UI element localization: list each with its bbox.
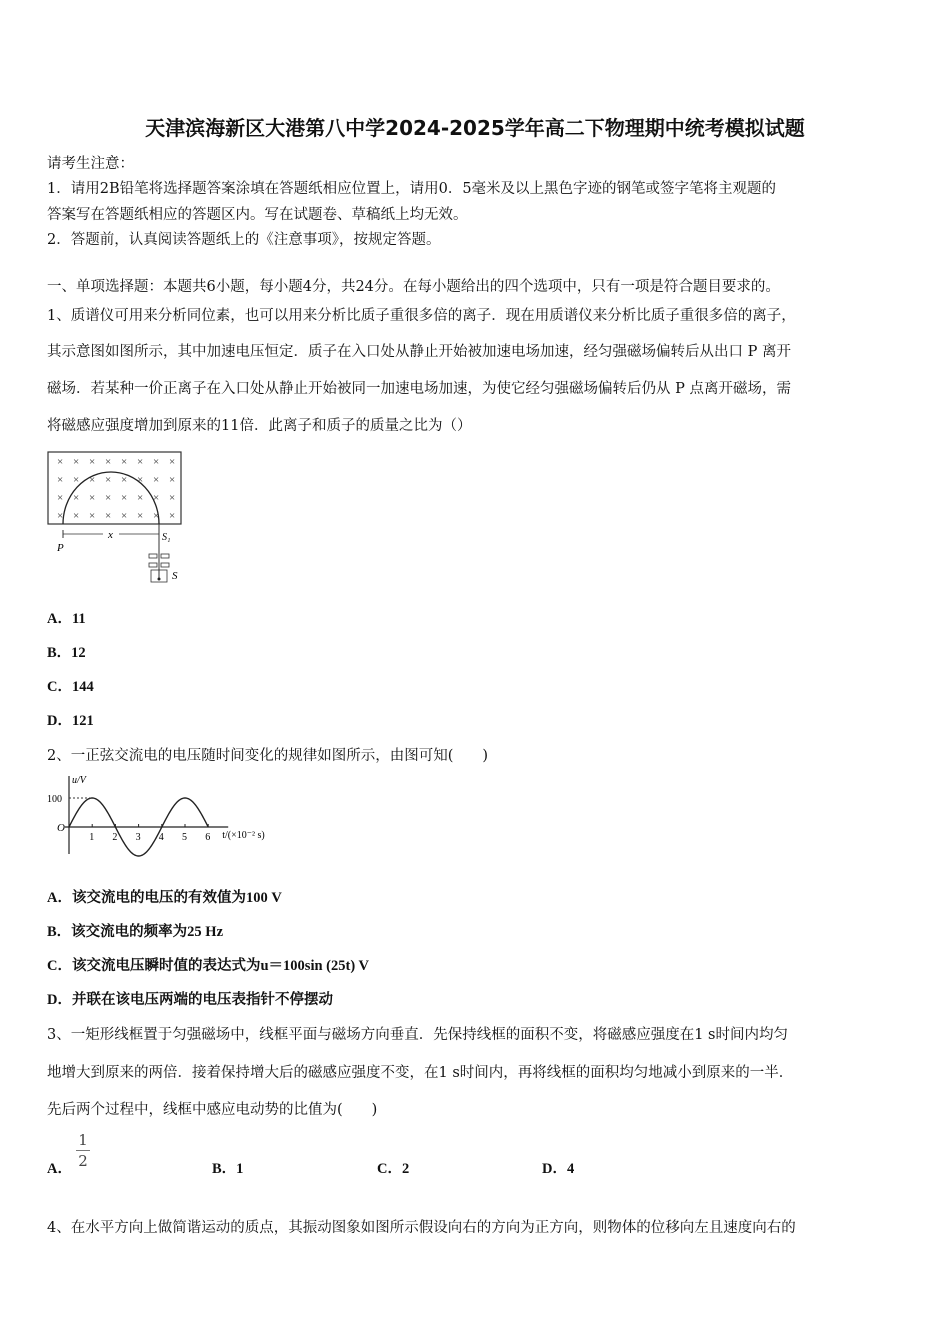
option-text: 144	[71, 679, 94, 695]
option-label: B．	[47, 924, 72, 940]
x-tick-label: 3	[135, 832, 141, 843]
magnetic-field-mark: ×	[153, 510, 160, 522]
mass-spectrometer-figure	[45, 448, 195, 590]
sine-voltage-chart	[45, 772, 295, 862]
magnetic-field-mark: ×	[73, 474, 80, 486]
fraction-numerator: 1	[78, 1131, 88, 1149]
option-label: C．	[47, 679, 72, 695]
option-label: A．	[47, 611, 72, 627]
q3-line-3: 先后两个过程中，线框中感应电动势的比值为( )	[47, 1102, 378, 1118]
magnetic-field-mark: ×	[57, 456, 64, 468]
notice-line-1: 1．请用2B铅笔将选择题答案涂填在答题纸相应位置上，请用0．5毫米及以上黑色字迹的钢笔或签字笔将主观题的	[47, 181, 777, 197]
fig1-label-s: S	[172, 570, 178, 582]
option-text: 121	[71, 713, 94, 729]
magnetic-field-mark: ×	[169, 456, 176, 468]
option-text: 12	[71, 645, 86, 661]
option-label: C．	[377, 1161, 402, 1177]
q2-option-c[interactable]	[47, 954, 369, 975]
magnetic-field-mark: ×	[169, 474, 176, 486]
magnetic-field-mark: ×	[137, 510, 144, 522]
fraction-denominator: 2	[78, 1152, 88, 1170]
magnetic-field-mark: ×	[105, 456, 112, 468]
magnetic-field-mark: ×	[89, 492, 96, 504]
q1-line-3: 磁场．若某种一价正离子在入口处从静止开始被同一加速电场加速，为使它经匀强磁场偏转后仍从 P 点离开磁场，需	[47, 381, 791, 397]
x-tick-label: 6	[205, 832, 211, 843]
option-text: 该交流电压瞬时值的表达式为u＝100sin (25t) V	[71, 958, 369, 974]
option-text: 并联在该电压两端的电压表指针不停摆动	[71, 992, 333, 1008]
x-tick-label: 1	[89, 832, 95, 843]
q2-option-b[interactable]	[47, 920, 223, 941]
q2-option-d[interactable]	[47, 988, 333, 1009]
magnetic-field-mark: ×	[89, 474, 96, 486]
fig1-label-s1: S₁	[162, 532, 171, 543]
notice-line-2: 2．答题前，认真阅读答题纸上的《注意事项》，按规定答题。	[47, 232, 441, 248]
q3-option-d[interactable]	[542, 1157, 574, 1178]
magnetic-field-mark: ×	[105, 510, 112, 522]
magnetic-field-mark: ×	[121, 474, 128, 486]
q1-option-b[interactable]	[47, 641, 86, 662]
x-axis-label: t/(×10⁻² s)	[222, 830, 265, 841]
q1-option-a[interactable]	[47, 607, 86, 628]
q3-option-b[interactable]	[212, 1157, 243, 1178]
magnetic-field-mark: ×	[73, 510, 80, 522]
magnetic-field-mark: ×	[121, 510, 128, 522]
magnetic-field-mark: ×	[153, 456, 160, 468]
q3-line-2: 地增大到原来的两倍．接着保持增大后的磁感应强度不变，在1 s时间内，再将线框的面积均匀地减小到原来的一半．	[47, 1065, 794, 1081]
magnetic-field-mark: ×	[169, 510, 176, 522]
q1-option-c[interactable]	[47, 675, 94, 696]
magnetic-field-mark: ×	[137, 492, 144, 504]
q4-line-1: 4、在水平方向上做简谐运动的质点，其振动图象如图所示假设向右的方向为正方向，则物体的位移向左且速度向右的	[47, 1220, 796, 1236]
magnetic-field-mark: ×	[137, 474, 144, 486]
notice-heading: 请考生注意：	[47, 156, 134, 172]
option-label: D．	[47, 992, 72, 1008]
magnetic-field-mark: ×	[105, 474, 112, 486]
option-text: 该交流电的电压的有效值为100 V	[71, 890, 282, 906]
q1-line-2: 其示意图如图所示，其中加速电压恒定．质子在入口处从静止开始被加速电场加速，经匀强磁场偏转后从出口 P 离开	[47, 344, 791, 360]
x-tick-label: 5	[182, 832, 187, 843]
option-label: B．	[47, 645, 72, 661]
x-tick-label: 2	[112, 832, 118, 843]
option-label: D．	[542, 1161, 567, 1177]
magnetic-field-mark: ×	[121, 456, 128, 468]
q1-line-4: 将磁感应强度增加到原来的11倍．此离子和质子的质量之比为（）	[47, 418, 472, 434]
fig1-label-p: P	[57, 542, 64, 554]
origin-label: O	[57, 822, 65, 834]
q1-option-d[interactable]	[47, 709, 94, 730]
notice-line-1b: 答案写在答题纸相应的答题区内。写在试题卷、草稿纸上均无效。	[47, 207, 468, 223]
option-text: 4	[566, 1161, 575, 1177]
q2-option-a[interactable]	[47, 886, 282, 907]
y-axis-label: u/V	[72, 775, 86, 786]
q3-option-c[interactable]	[377, 1157, 409, 1178]
fraction-bar	[76, 1150, 90, 1151]
magnetic-field-mark: ×	[57, 492, 64, 504]
magnetic-field-mark: ×	[89, 456, 96, 468]
magnetic-field-mark: ×	[153, 492, 160, 504]
q3-option-a[interactable]	[47, 1157, 72, 1178]
magnetic-field-mark: ×	[57, 474, 64, 486]
fig1-label-x: x	[108, 529, 113, 541]
option-text: 该交流电的频率为25 Hz	[71, 924, 224, 940]
option-text: 2	[401, 1161, 410, 1177]
option-label: B．	[212, 1161, 237, 1177]
y-tick-label: 100	[47, 794, 62, 805]
option-label: D．	[47, 713, 72, 729]
page-title: 天津滨海新区大港第八中学2024-2025学年高二下物理期中统考模拟试题	[145, 116, 805, 140]
option-label: A．	[47, 1161, 72, 1177]
option-text: 11	[71, 611, 86, 627]
q3-line-1: 3、一矩形线框置于匀强磁场中，线框平面与磁场方向垂直．先保持线框的面积不变，将磁感应强度在1 s时间内均匀	[47, 1027, 788, 1043]
magnetic-field-mark: ×	[121, 492, 128, 504]
section-heading: 一、单项选择题：本题共6小题，每小题4分，共24分。在每小题给出的四个选项中，只有一项是符合题目要求的。	[47, 279, 780, 295]
magnetic-field-mark: ×	[73, 492, 80, 504]
magnetic-field-mark: ×	[169, 492, 176, 504]
magnetic-field-mark: ×	[105, 492, 112, 504]
q3-option-a-fraction	[76, 1131, 90, 1170]
q1-line-1: 1、质谱仪可用来分析同位素，也可以用来分析比质子重很多倍的离子．现在用质谱仪来分析比质子重很多倍的离子，	[47, 308, 796, 324]
q2-line-1: 2、一正弦交流电的电压随时间变化的规律如图所示，由图可知( )	[47, 748, 489, 764]
option-label: C．	[47, 958, 72, 974]
option-text: 1	[236, 1161, 244, 1177]
x-tick-label: 4	[158, 832, 164, 843]
magnetic-field-mark: ×	[153, 474, 160, 486]
option-label: A．	[47, 890, 72, 906]
magnetic-field-mark: ×	[57, 510, 64, 522]
magnetic-field-mark: ×	[89, 510, 96, 522]
magnetic-field-mark: ×	[137, 456, 144, 468]
magnetic-field-mark: ×	[73, 456, 80, 468]
